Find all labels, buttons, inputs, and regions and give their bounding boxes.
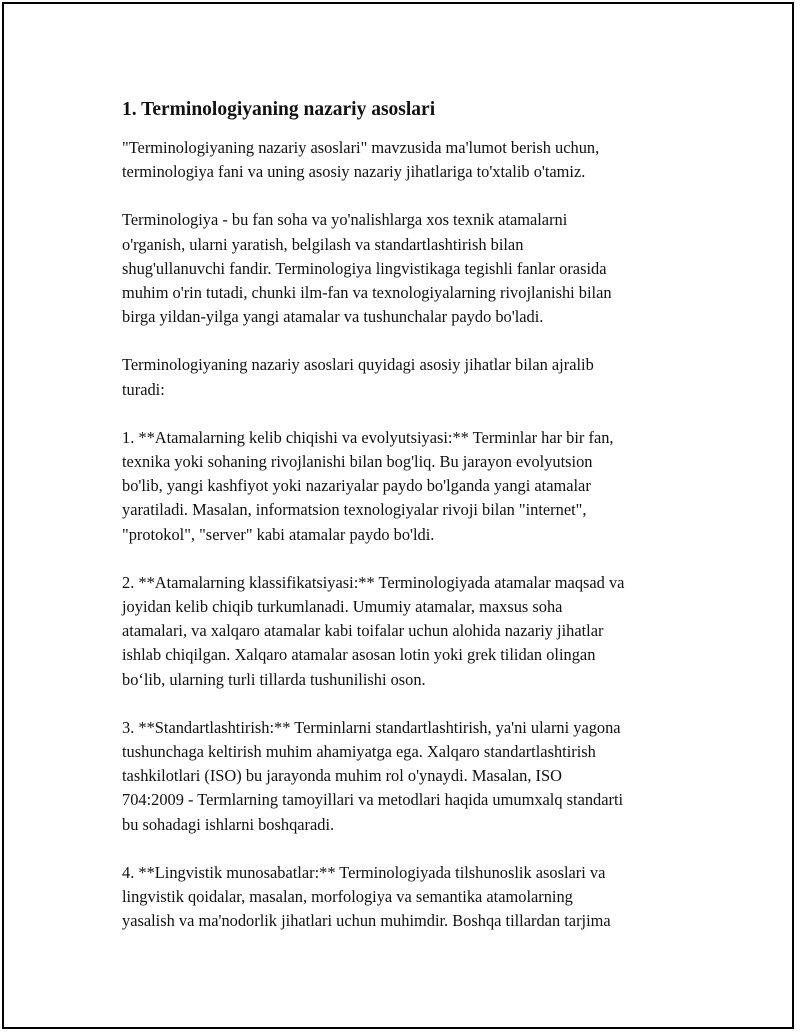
list-item-linguistic-relations: 4. **Lingvistik munosabatlar:** Terminologiyada tilshunoslik asoslari va lingvistik qoidalar, masalan, morfologiya va semantika atamolarning yasalish va ma'nodorlik jihatlari uchun muhimdir. Boshqa tillardan tarjima — [122, 862, 611, 931]
list-item-standardization: 3. **Standartlashtirish:** Terminlarni standartlashtirish, ya'ni ularni yagona tushunchaga keltirish muhim ahamiyatga ega. Xalqaro standartlashtirish tashkilotlari (ISO) bu jarayonda muhim rol o'ynaydi. Masalan, ISO 704:2009 - Termlarning tamoyillari va metodlari haqida umumxalq standarti bu sohadagi ishlarni boshqaradi. — [122, 717, 624, 834]
definition-paragraph: Terminologiya - bu fan soha va yo'nalishlarga xos texnik atamalarni o'rganish, ularni yaratish, belgilash va standartlashtirish bilan shug'ullanuvchi fandir. Terminologiya lingvistikaga tegishli fanlar orasida muhim o'rin tutadi, chunki ilm-fan va texnologiyalarning rivojlanishi bilan birga yildan-yilga yangi atamalar va tushunchalar paydo bo'ladi. — [122, 210, 612, 327]
aspects-intro-paragraph: Terminologiyaning nazariy asoslari quyidagi asosiy jihatlar bilan ajralib turadi: — [122, 355, 594, 399]
page-frame — [2, 2, 794, 1029]
document-body — [122, 96, 702, 933]
document-heading: 1. Terminologiyaning nazariy asoslari — [122, 99, 436, 120]
intro-paragraph: "Terminologiyaning nazariy asoslari" mavzusida ma'lumot berish uchun, terminologiya fani va uning asosiy nazariy jihatlariga to'xtalib o'tamiz. — [122, 138, 600, 182]
list-item-origin-evolution: 1. **Atamalarning kelib chiqishi va evolyutsiyasi:** Terminlar har bir fan, texnika yoki sohaning rivojlanishi bilan bog'liq. Bu jarayon evolyutsion bo'lib, yangi kashfiyot yoki nazariyalar paydo bo'lganda yangi atamalar yaratiladi. Masalan, informatsion texnologiyalar rivoji bilan "internet", "protokol", "server" kabi atamalar paydo bo'ldi. — [122, 427, 614, 544]
list-item-classification: 2. **Atamalarning klassifikatsiyasi:** Terminologiyada atamalar maqsad va joyidan kelib chiqib turkumlanadi. Umumiy atamalar, maxsus soha atamalari, va xalqaro atamalar kabi toifalar uchun alohida nazariy jihatlar ishlab chiqilgan. Xalqaro atamalar asosan lotin yoki grek tilidan olingan bo‘lib, ularning turli tillarda tushunilishi oson. — [122, 572, 625, 689]
